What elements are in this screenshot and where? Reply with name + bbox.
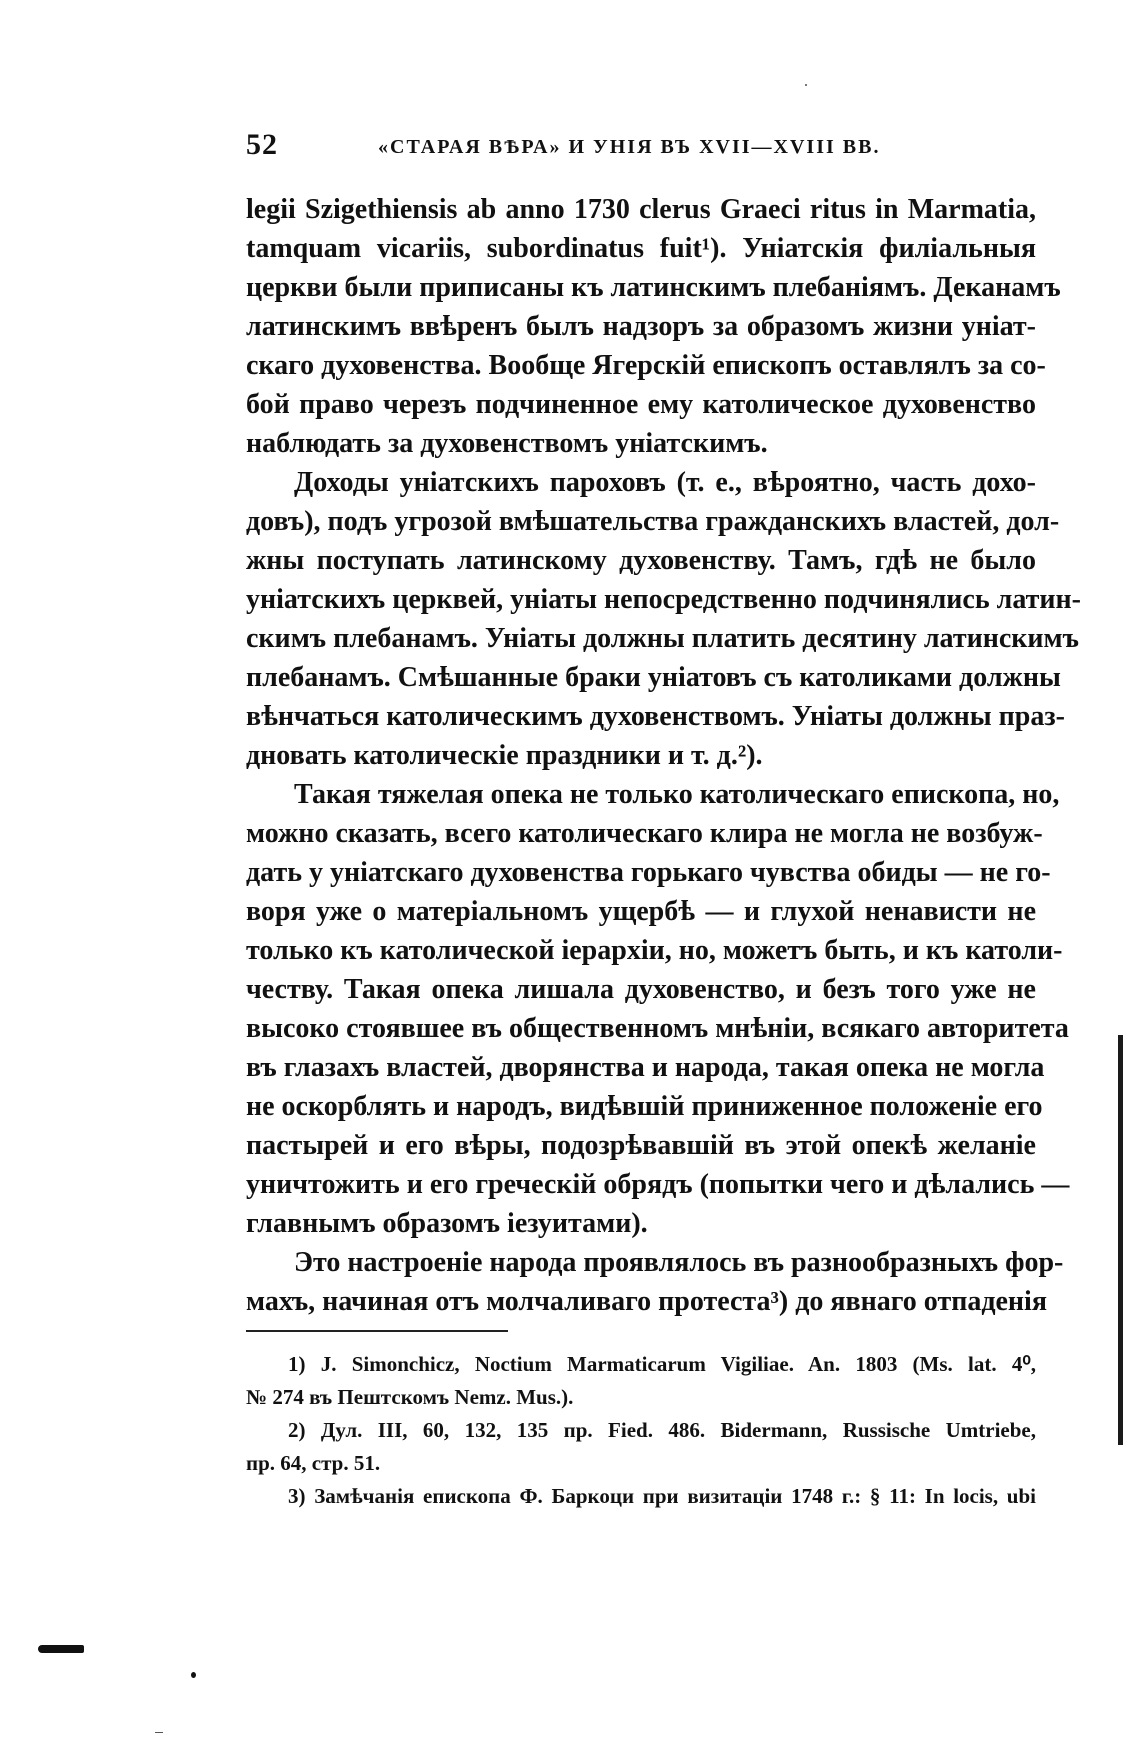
footnote-line: 1) J. Simonchicz, Noctium Marmaticarum Vigiliae. An. 1803 (Ms. lat. 4⁰, (288, 1352, 1036, 1376)
footnote-line: № 274 въ Пештскомъ Nemz. Mus.). (246, 1385, 574, 1409)
paragraph-start-line: Это настроеніе народа проявлялось въ разнообразныхъ фор- (294, 1247, 1064, 1278)
text-line: только къ католической іерархіи, но, можетъ быть, и къ католи- (246, 935, 1063, 966)
scan-speck (155, 1732, 163, 1733)
text-line: наблюдать за духовенствомъ уніатскимъ. (246, 428, 768, 459)
running-title: «СТАРАЯ ВѢРА» И УНІЯ ВЪ XVII—XVIII ВВ. (378, 136, 881, 158)
text-line: воря уже о матеріальномъ ущербѣ — и глухой ненависти не (246, 896, 1036, 927)
text-line: legii Szigethiensis ab anno 1730 clerus Graeci ritus in Marmatia, (246, 194, 1036, 225)
text-line: скимъ плебанамъ. Уніаты должны платить десятину латинскимъ (246, 623, 1079, 654)
paragraph-start-line: Такая тяжелая опека не только католическаго епископа, но, (294, 779, 1060, 810)
footnote-line: 2) Дул. III, 60, 132, 135 пр. Fied. 486. Bidermann, Russische Umtriebe, (288, 1418, 1036, 1442)
scan-speck (805, 84, 807, 86)
footnote-divider (246, 1330, 508, 1332)
page-header (246, 128, 1036, 168)
text-line: латинскимъ ввѣренъ былъ надзоръ за образомъ жизни уніат- (246, 311, 1036, 342)
text-line: въ глазахъ властей, дворянства и народа, такая опека не могла (246, 1052, 1045, 1083)
footnote-line: пр. 64, стр. 51. (246, 1451, 381, 1475)
text-line: церкви были приписаны къ латинскимъ плебаніямъ. Деканамъ (246, 272, 1061, 303)
text-line: бой право черезъ подчиненное ему католическое духовенство (246, 389, 1036, 420)
text-line: высоко стоявшее въ общественномъ мнѣніи, всякаго авторитета (246, 1013, 1069, 1044)
scan-speck (191, 1672, 196, 1678)
text-line: tamquam vicariis, subordinatus fuit¹). Уніатскія филіальныя (246, 233, 1036, 264)
text-line: плебанамъ. Смѣшанные браки уніатовъ съ католиками должны (246, 662, 1061, 693)
paragraph-start-line: Доходы уніатскихъ пароховъ (т. е., вѣроятно, часть дохо- (294, 467, 1036, 498)
text-line: пастырей и его вѣры, подозрѣвавшій въ этой опекѣ желаніе (246, 1130, 1036, 1161)
text-line: дать у уніатскаго духовенства горькаго чувства обиды — не го- (246, 857, 1051, 888)
text-line: уніатскихъ церквей, уніаты непосредственно подчинялись латин- (246, 584, 1081, 615)
footnote-line: 3) Замѣчанія епископа Ф. Баркоци при визитаціи 1748 г.: § 11: In locis, ubi (288, 1484, 1036, 1508)
text-line: главнымъ образомъ іезуитами). (246, 1208, 648, 1239)
text-line: можно сказать, всего католическаго клира не могла не возбуж- (246, 818, 1043, 849)
text-line: махъ, начиная отъ молчаливаго протеста³) до явнаго отпаденія (246, 1286, 1047, 1317)
text-line: дновать католическіе праздники и т. д.²). (246, 740, 763, 771)
scan-edge-shadow (1118, 1035, 1123, 1445)
footnotes (246, 1348, 1036, 1513)
text-line: жны поступать латинскому духовенству. Тамъ, гдѣ не было (246, 545, 1036, 576)
text-line: скаго духовенства. Вообще Ягерскій епископъ оставлялъ за со- (246, 350, 1046, 381)
page-number: 52 (246, 128, 278, 161)
scan-smudge (38, 1645, 84, 1653)
text-line: не оскорблять и народъ, видѣвшій приниженное положеніе его (246, 1091, 1043, 1122)
text-line: довъ), подъ угрозой вмѣшательства гражданскихъ властей, дол- (246, 506, 1060, 537)
text-line: уничтожить и его греческій обрядъ (попытки чего и дѣлались — (246, 1169, 1070, 1200)
main-text (246, 190, 1081, 1321)
text-line: честву. Такая опека лишала духовенство, и безъ того уже не (246, 974, 1036, 1005)
text-line: вѣнчаться католическимъ духовенствомъ. Уніаты должны праз- (246, 701, 1065, 732)
